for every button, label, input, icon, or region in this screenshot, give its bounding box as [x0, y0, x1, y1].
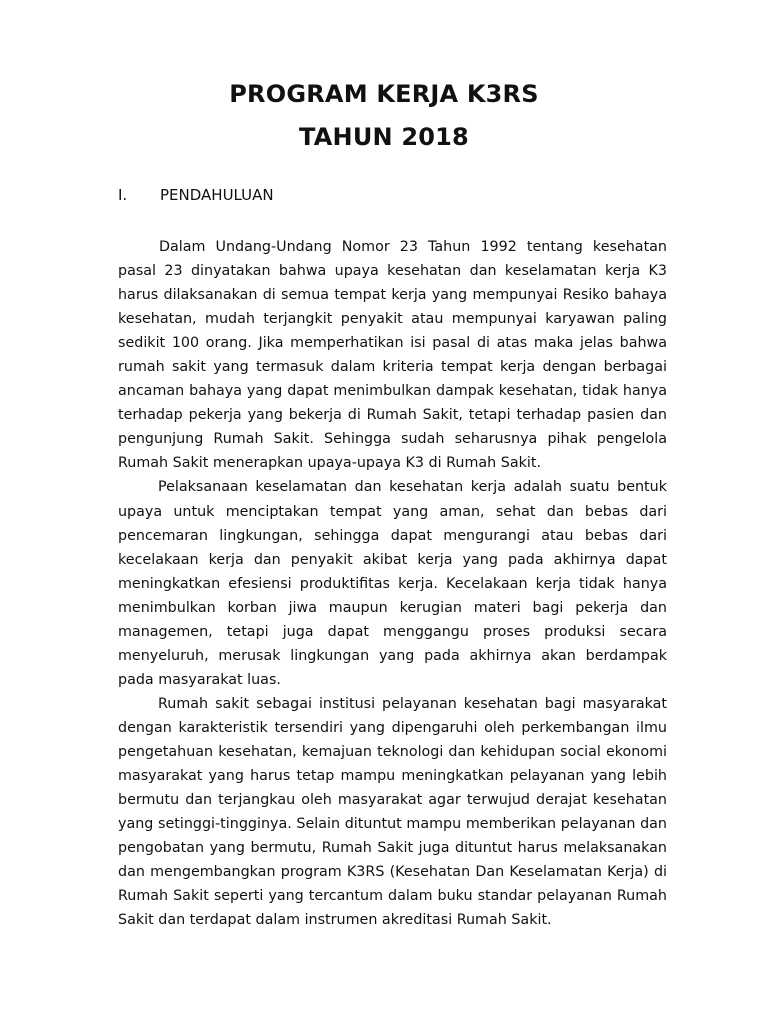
- paragraph-3: Rumah sakit sebagai institusi pelayanan kesehatan bagi masyarakat dengan karakteristik tersendiri yang dipengaruhi oleh perkembangan ilmu pengetahuan kesehatan, kemajuan teknologi dan kehidupan social ekonomi masyarakat yang harus tetap mampu meningkatkan pelayanan yang lebih bermutu dan terjangkau oleh masyarakat agar terwujud derajat kesehatan yang setinggi-tingginya. Selain dituntut mampu memberikan pelayanan dan pengobatan yang bermutu, Rumah Sakit juga dituntut harus melaksanakan dan mengembangkan program K3RS (Kesehatan Dan Keselamatan Kerja) di Rumah Sakit seperti yang tercantum dalam buku standar pelayanan Rumah Sakit dan terdapat dalam instrumen akreditasi Rumah Sakit.: [118, 695, 667, 929]
- document-body: [118, 235, 667, 932]
- paragraph-2: Pelaksanaan keselamatan dan kesehatan kerja adalah suatu bentuk upaya untuk menciptakan tempat yang aman, sehat dan bebas dari pencemaran lingkungan, sehingga dapat mengurangi atau bebas dari kecelakaan kerja dan penyakit akibat kerja yang pada akhirnya dapat meningkatkan efesiensi produktifitas kerja. Kecelakaan kerja tidak hanya menimbulkan korban jiwa maupun kerugian materi bagi pekerja dan managemen, tetapi juga dapat menggangu proses produksi secara menyeluruh, merusak lingkungan yang pada akhirnya akan berdampak pada masyarakat luas.: [118, 479, 667, 688]
- document-year-title: TAHUN 2018: [299, 123, 469, 151]
- section-heading: [118, 186, 274, 204]
- section-number: I.: [118, 186, 128, 204]
- paragraph-1: Dalam Undang-Undang Nomor 23 Tahun 1992 tentang kesehatan pasal 23 dinyatakan bahwa upaya kesehatan dan keselamatan kerja K3 harus dilaksanakan di semua tempat kerja yang mempunyai Resiko bahaya kesehatan, mudah terjangkit penyakit atau mempunyai karyawan paling sedikit 100 orang. Jika memperhatikan isi pasal di atas maka jelas bahwa rumah sakit yang termasuk dalam kriteria tempat kerja dengan berbagai ancaman bahaya yang dapat menimbulkan dampak kesehatan, tidak hanya terhadap pekerja yang bekerja di Rumah Sakit, tetapi terhadap pasien dan pengunjung Rumah Sakit. Sehingga sudah seharusnya pihak pengelola Rumah Sakit menerapkan upaya-upaya K3 di Rumah Sakit.: [118, 239, 667, 472]
- section-title: PENDAHULUAN: [160, 186, 274, 204]
- document-title: PROGRAM KERJA K3RS: [229, 80, 539, 108]
